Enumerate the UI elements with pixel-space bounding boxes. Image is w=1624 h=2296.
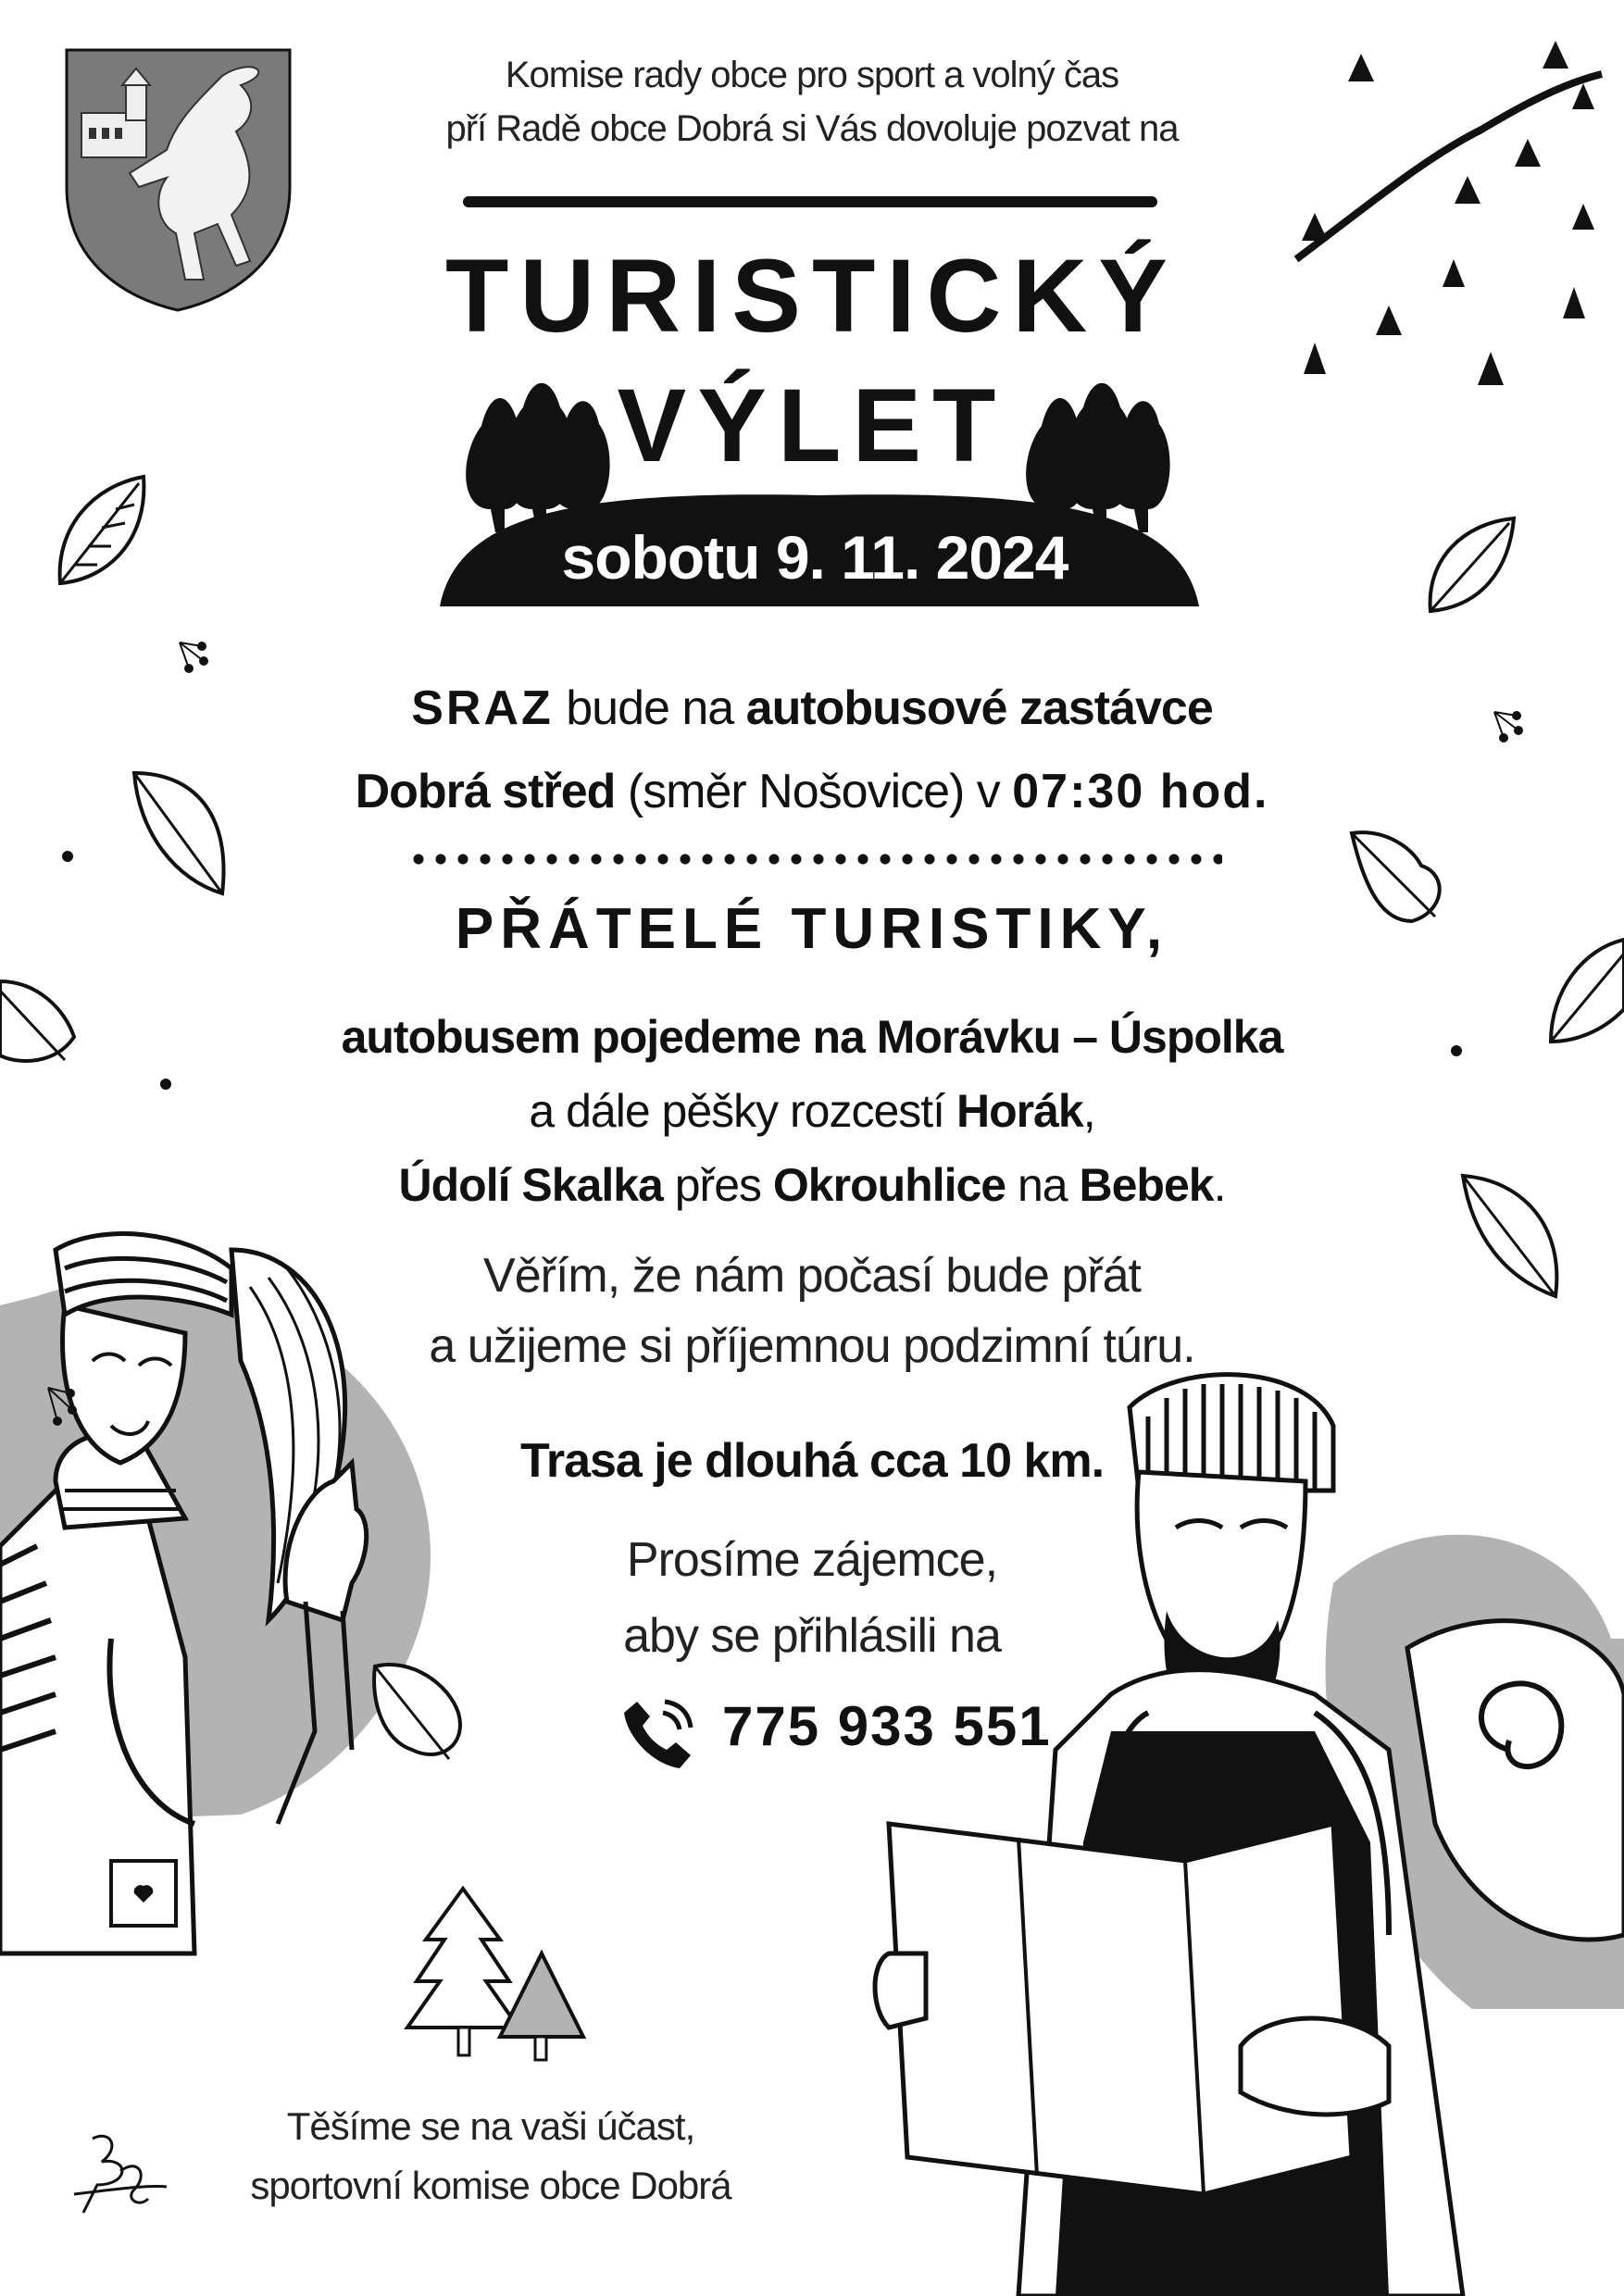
leaf-icon (130, 768, 231, 898)
berry-icon (1491, 708, 1528, 745)
route-okrouhlice: Okrouhlice (772, 1159, 1006, 1211)
phone-icon (620, 1696, 694, 1770)
leaf-icon (56, 472, 148, 588)
meeting-place: Dobrá střed (355, 765, 616, 818)
leaf-icon (0, 972, 83, 1074)
berry-icon (44, 1384, 81, 1430)
route-udoli: Údolí Skalka (398, 1159, 663, 1211)
signup-line-1: Prosíme zájemce, (626, 1533, 998, 1587)
invitation-line-1: Komise rady obce pro sport a volný čas (505, 55, 1119, 95)
meeting-stop: autobusové zastávce (745, 681, 1213, 735)
meeting-direction: (směr Nošovice) v (615, 765, 1013, 818)
meeting-line-2 (0, 750, 1624, 833)
leaf-icon (1347, 829, 1449, 930)
invitation-line-2: pří Radě obce Dobrá si Vás dovoluje pozvat na (445, 108, 1179, 149)
route-bus: autobusem pojedeme na Morávku – Úspolka (341, 1011, 1283, 1063)
route-line-2 (0, 1074, 1624, 1148)
route-horak: Horák (956, 1085, 1083, 1137)
meeting-text: bude na (553, 681, 746, 735)
berry-icon (176, 639, 213, 676)
meeting-line-1 (0, 667, 1624, 750)
phone-number[interactable]: 775 933 551 (722, 1695, 1052, 1757)
sraz-label: SRAZ (411, 681, 554, 735)
meeting-time: 07:30 hod. (1012, 765, 1269, 818)
title-line-1: TURISTICKÝ (445, 238, 1179, 354)
invitation-text (0, 48, 1624, 156)
dot-icon (61, 850, 74, 863)
weather-line-2: a užijeme si příjemnou podzimní túru. (429, 1319, 1195, 1373)
meeting-info (0, 667, 1624, 833)
hiker-woman-illustration (0, 1213, 444, 1953)
title-line-2: VÝLET (617, 368, 1007, 483)
signature-icon (56, 2120, 176, 2222)
route-comma: , (1082, 1085, 1095, 1137)
route-line-3 (0, 1148, 1624, 1222)
hiker-man-illustration (870, 1361, 1624, 2296)
title-rule (463, 196, 1157, 207)
event-date: sobotu 9. 11. 2024 (561, 523, 1068, 592)
leaf-icon (366, 1657, 468, 1768)
footer-line-1: Těšíme se na vaši účast, (286, 2104, 695, 2148)
footer-line-2: sportovní komise obce Dobrá (250, 2164, 731, 2207)
leaf-icon (1546, 935, 1624, 1046)
dot-icon (1450, 1044, 1463, 1057)
leaf-icon (1458, 1171, 1565, 1301)
route-line-1 (0, 1000, 1624, 1074)
route-text: a dále pěšky rozcestí (529, 1085, 956, 1137)
leaf-icon (1426, 514, 1518, 616)
route-length: Trasa je dlouhá cca 10 km. (519, 1434, 1105, 1488)
route-description (0, 1000, 1624, 1222)
route-na: na (1006, 1159, 1080, 1211)
signup-line-2: aby se přihlásili na (623, 1609, 1001, 1663)
small-trees-icon (398, 1889, 593, 2074)
footer (213, 2097, 768, 2215)
weather-line-1: Věřím, že nám počasí bude přát (483, 1249, 1141, 1303)
subheading: PŘÁTELÉ TURISTIKY, (455, 897, 1169, 961)
dotted-divider (407, 854, 1222, 865)
route-pres: přes (662, 1159, 773, 1211)
route-bebek: Bebek (1079, 1159, 1214, 1211)
dot-icon (159, 1078, 172, 1091)
route-period: . (1213, 1159, 1226, 1211)
